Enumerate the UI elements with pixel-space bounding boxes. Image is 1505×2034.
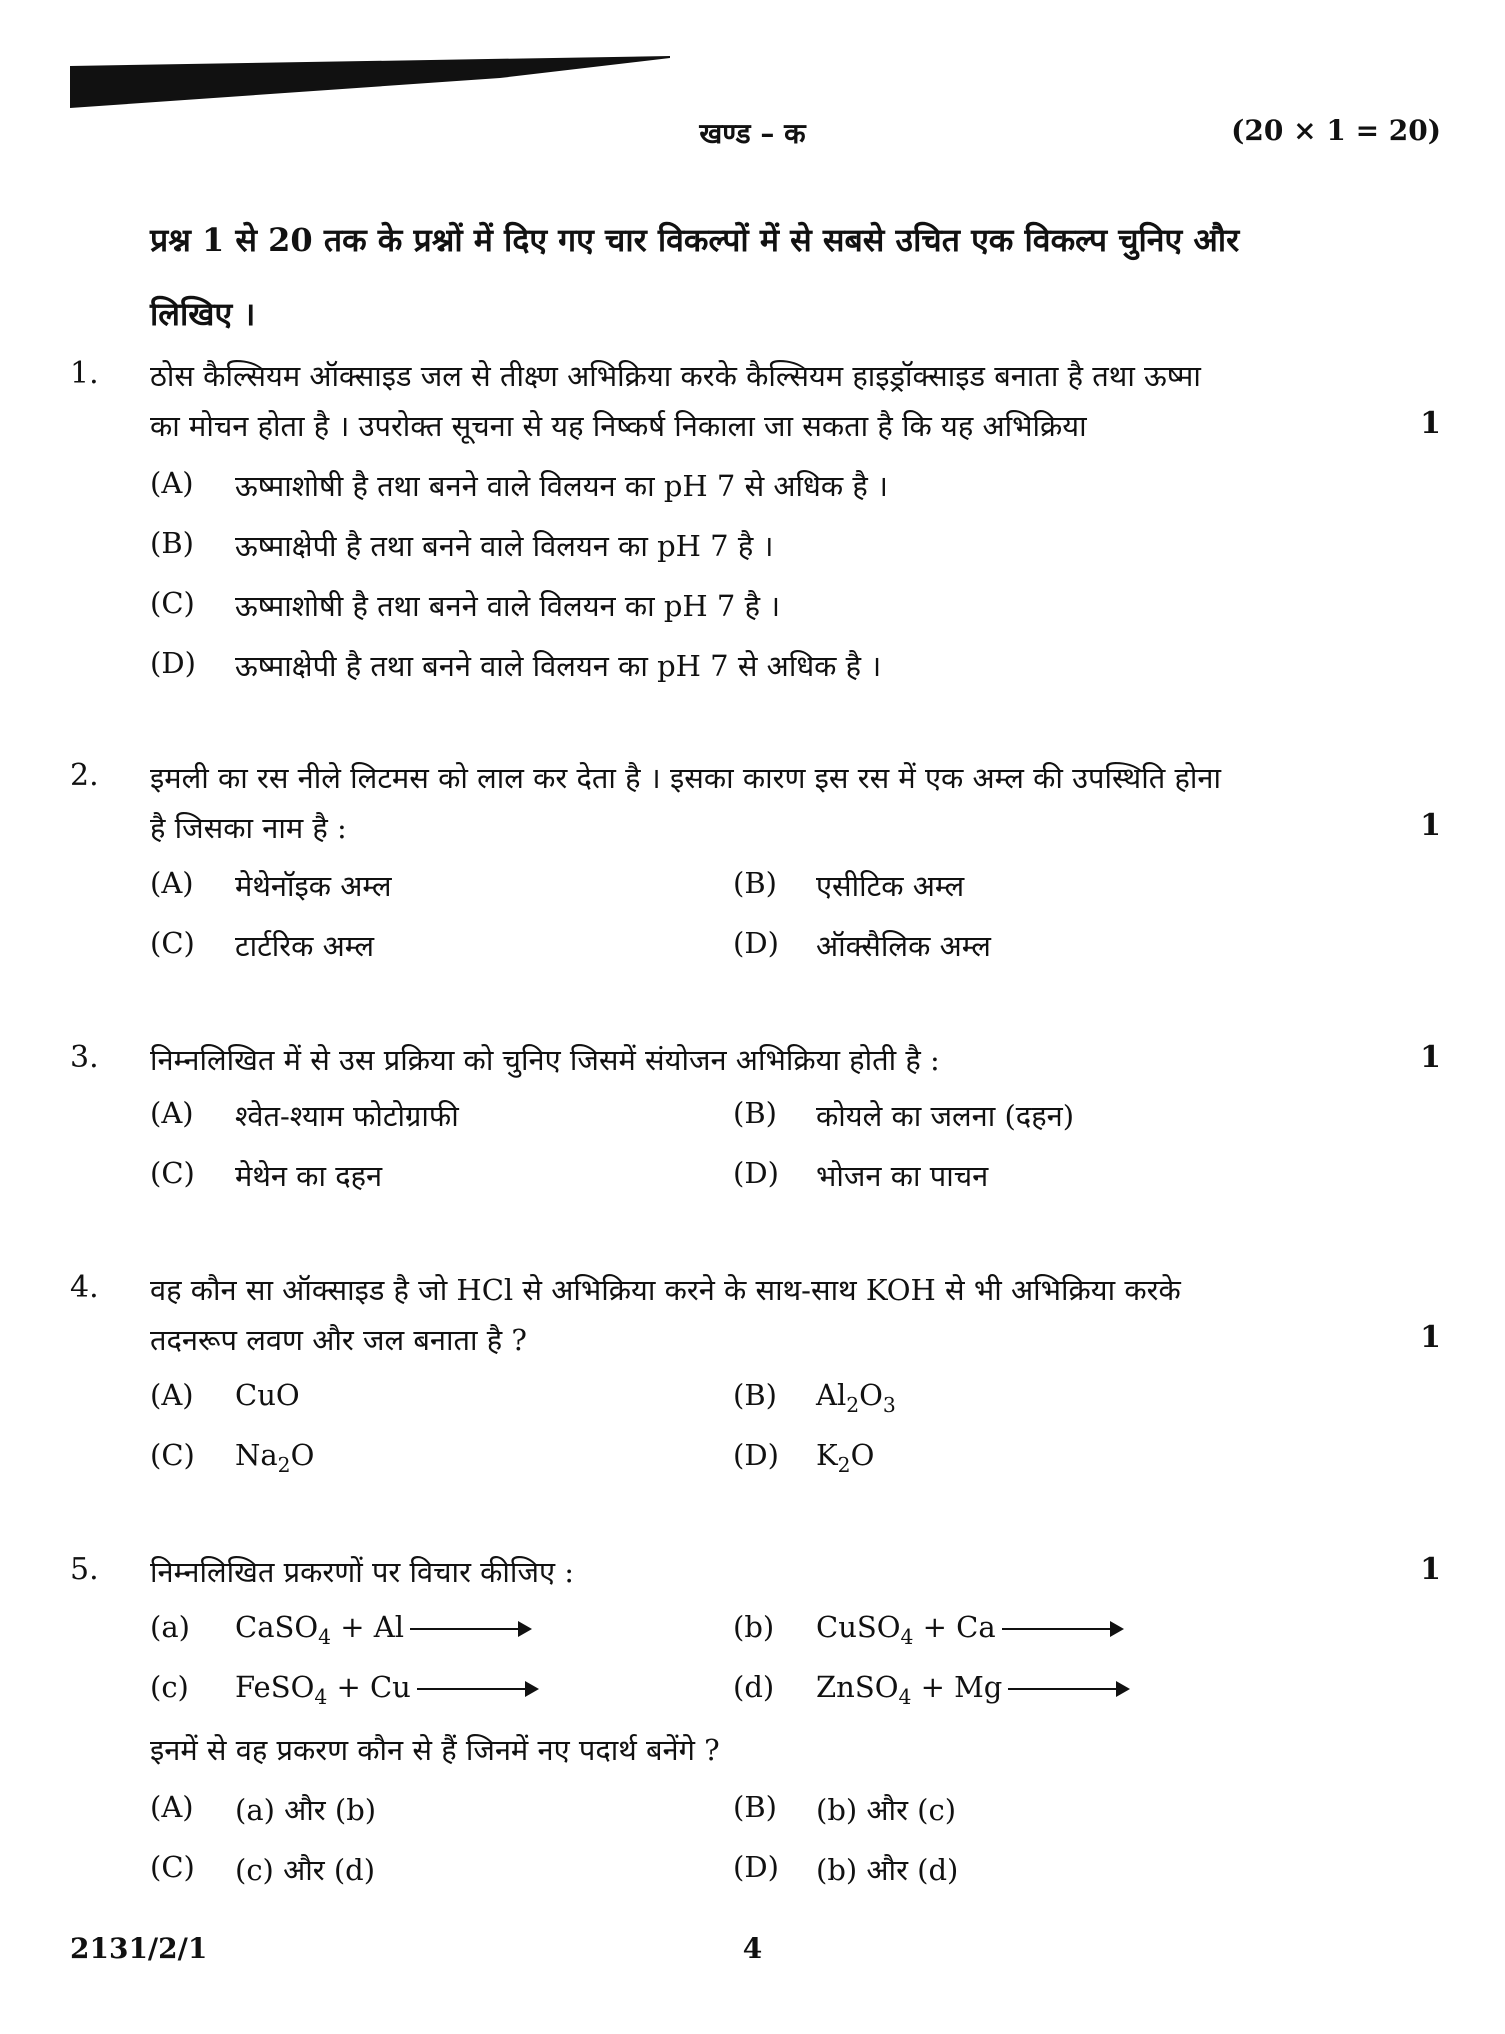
option-text-a: (a) और (b) [235, 1793, 377, 1827]
option-label-c: (C) [150, 1156, 195, 1190]
option-label-b: (B) [733, 1790, 777, 1824]
question-text-line-1: वह कौन सा ऑक्साइड है जो HCl से अभिक्रिया करने के साथ-साथ KOH से भी अभिक्रिया करके [150, 1273, 1181, 1307]
option-text-c: (c) और (d) [235, 1853, 376, 1887]
option-text-b: कोयले का जलना (दहन) [816, 1099, 1075, 1133]
option-label-d: (D) [150, 646, 196, 680]
question-text-line-1: निम्नलिखित में से उस प्रक्रिया को चुनिए जिसमें संयोजन अभिक्रिया होती है : [150, 1043, 940, 1077]
option-label-c: (C) [150, 586, 195, 620]
question-number: 5. [70, 1552, 99, 1587]
case-label-d: (d) [733, 1670, 775, 1704]
option-label-b: (B) [150, 526, 194, 560]
question-text-line-1: निम्नलिखित प्रकरणों पर विचार कीजिए : [150, 1555, 574, 1589]
case-equation-c: FeSO$_4$ + Cu [235, 1670, 537, 1709]
question-marks: 1 [1420, 808, 1441, 843]
option-label-b: (B) [733, 1096, 777, 1130]
case-equation-d: ZnSO$_4$ + Mg [816, 1670, 1128, 1709]
option-label-a: (A) [150, 466, 194, 500]
question-number: 4. [70, 1270, 99, 1305]
option-text-d: (b) और (d) [816, 1853, 959, 1887]
option-text-d: $K_2O$ [816, 1438, 875, 1477]
question-text-line-2: है जिसका नाम है : [150, 811, 347, 845]
option-text-c: ऊष्माशोषी है तथा बनने वाले विलयन का pH 7 है । [235, 589, 781, 623]
option-text-d: ऑक्सैलिक अम्ल [816, 929, 991, 963]
option-label-d: (D) [733, 926, 779, 960]
option-text-b: ऊष्माक्षेपी है तथा बनने वाले विलयन का pH 7 है । [235, 529, 774, 563]
option-label-d: (D) [733, 1156, 779, 1190]
instructions-line-2: लिखिए । [150, 295, 256, 333]
option-text-a: श्वेत-श्याम फोटोग्राफी [235, 1099, 459, 1133]
page-number: 4 [742, 1932, 763, 1965]
question-text-line-1: इमली का रस नीले लिटमस को लाल कर देता है । इसका कारण इस रस में एक अम्ल की उपस्थिति होना [150, 761, 1221, 795]
question-number: 1. [70, 356, 99, 391]
option-text-c: टार्टरिक अम्ल [235, 929, 374, 963]
question-marks: 1 [1420, 1552, 1441, 1587]
option-text-b: (b) और (c) [816, 1793, 957, 1827]
option-label-b: (B) [733, 1378, 777, 1412]
question-marks: 1 [1420, 1320, 1441, 1355]
option-text-a: ऊष्माशोषी है तथा बनने वाले विलयन का pH 7 से अधिक है । [235, 469, 888, 503]
option-label-c: (C) [150, 1850, 195, 1884]
header-bar [70, 56, 670, 108]
option-label-d: (D) [733, 1850, 779, 1884]
option-text-c: $Na_2O$ [235, 1438, 315, 1477]
question-number: 2. [70, 758, 99, 793]
option-text-d: भोजन का पाचन [816, 1159, 989, 1193]
option-label-a: (A) [150, 1790, 194, 1824]
option-text-a: CuO [235, 1378, 300, 1412]
question-text-line-1: ठोस कैल्सियम ऑक्साइड जल से तीक्ष्ण अभिक्रिया करके कैल्सियम हाइड्रॉक्साइड बनाता है तथा ऊष्मा [150, 359, 1201, 393]
option-text-b: एसीटिक अम्ल [816, 869, 965, 903]
arrow-icon [1008, 1688, 1128, 1690]
option-label-c: (C) [150, 1438, 195, 1472]
section-title: खण्ड – क [699, 117, 806, 150]
paper-code: 2131/2/1 [70, 1932, 208, 1965]
option-label-d: (D) [733, 1438, 779, 1472]
option-text-b: $Al_2O_3$ [816, 1378, 896, 1417]
question-marks: 1 [1420, 1040, 1441, 1075]
option-label-a: (A) [150, 866, 194, 900]
instructions-line-1: प्रश्न 1 से 20 तक के प्रश्नों में दिए गए चार विकल्पों में से सबसे उचित एक विकल्प चुनिए और [150, 221, 1240, 259]
arrow-icon [1002, 1628, 1122, 1630]
question-text-line-2: तदनरूप लवण और जल बनाता है ? [150, 1323, 527, 1357]
case-equation-a: CaSO$_4$ + Al [235, 1610, 530, 1649]
option-text-c: मेथेन का दहन [235, 1159, 383, 1193]
marks-formula: (20 × 1 = 20) [1231, 114, 1441, 147]
question-marks: 1 [1420, 406, 1441, 441]
arrow-icon [410, 1628, 530, 1630]
case-label-c: (c) [150, 1670, 189, 1704]
question-text-line-2: का मोचन होता है । उपरोक्त सूचना से यह निष्कर्ष निकाला जा सकता है कि यह अभिक्रिया [150, 409, 1087, 443]
case-label-b: (b) [733, 1610, 775, 1644]
option-label-a: (A) [150, 1096, 194, 1130]
question-prompt: इनमें से वह प्रकरण कौन से हैं जिनमें नए पदार्थ बनेंगे ? [150, 1733, 720, 1767]
case-label-a: (a) [150, 1610, 190, 1644]
case-equation-b: CuSO$_4$ + Ca [816, 1610, 1122, 1649]
option-text-a: मेथेनॉइक अम्ल [235, 869, 392, 903]
option-label-a: (A) [150, 1378, 194, 1412]
option-text-d: ऊष्माक्षेपी है तथा बनने वाले विलयन का pH 7 से अधिक है । [235, 649, 882, 683]
option-label-c: (C) [150, 926, 195, 960]
arrow-icon [417, 1688, 537, 1690]
option-label-b: (B) [733, 866, 777, 900]
question-number: 3. [70, 1040, 99, 1075]
